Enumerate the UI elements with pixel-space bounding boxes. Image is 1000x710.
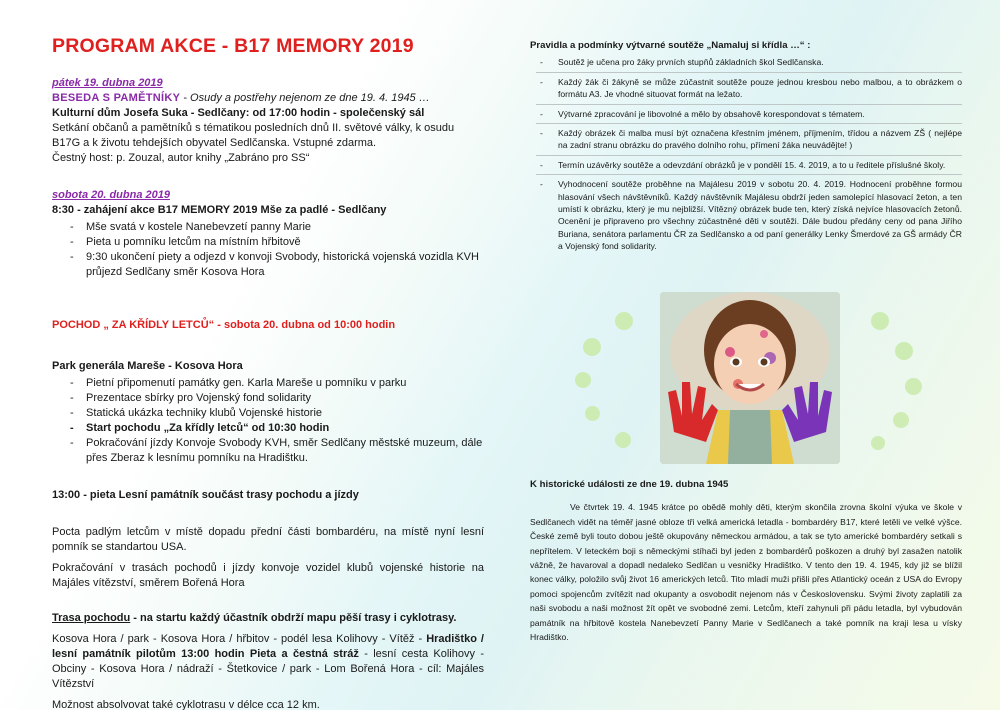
rule-item: - Každý žák či žákyně se může zúčastnit soutěže pouze jednou kresbou nebo malbou, a to obrázkem o formátu A3. Je vhodné situovat formát na ležato. — [536, 76, 962, 105]
rule-item: - Vyhodnocení soutěže proběhne na Majálesu 2019 v sobotu 20. 4. 2019. Hodnocení proběhne formou hlasování všech návštěvníků. Každý návštěvník Majálesu obdrží jeden samolepící hlasovací žeton, a ten umístí k obrázku, který je mu nejbližší. Vítězný obrázek bude ten, který získá nejvíce hlasovacích žetonů. Ocenění je připraveno pro všechny zúčastněné děti v soutěži. Dále budou předány ceny od pana Jiřího Buriana, senátora parlamentu ČR za Sedlčansko a od paní generálky Lenky Šmerdové za GŠ armády ČR a Vojenský fond solidarity. — [536, 178, 962, 255]
decor-dot — [583, 338, 601, 356]
park-title: Park generála Mareše - Kosova Hora — [52, 360, 243, 372]
page-title: PROGRAM AKCE - B17 MEMORY 2019 — [52, 35, 414, 57]
list-item: - 9:30 ukončení piety a odjezd v konvoji Svobody, historická vojenská vozidla KVH průjezd Sedlčany směr Kosova Hora — [70, 250, 484, 280]
decor-dot — [585, 406, 600, 421]
march-heading — [52, 318, 484, 333]
left-column — [52, 34, 484, 710]
list-item: - Pieta u pomníku letcům na místním hřbitově — [70, 235, 484, 250]
beseda-line — [52, 91, 484, 106]
rule-item: - Výtvarné zpracování je libovolné a mělo by obsahově korespondovat s tématem. — [536, 108, 962, 124]
friday-date: pátek 19. dubna 2019 — [52, 77, 163, 89]
list-item: - Mše svatá v kostele Nanebevzetí panny Marie — [70, 220, 484, 235]
route-text — [52, 632, 484, 692]
beseda-desc: - Osudy a postřehy nejenom ze dne 19. 4. 1945 … — [180, 92, 430, 104]
route-title-underlined: Trasa pochodu — [52, 612, 131, 624]
child-illustration — [660, 292, 840, 464]
contest-rules — [530, 56, 962, 255]
decor-dot — [575, 372, 591, 388]
rule-item: - Každý obrázek či malba musí být označena křestním jménem, příjmením, třídou a názvem ZŠ ( nejlépe na zadní stranu obrázku do pravého dolního rohu, přímení žáka neuvádějte! ) — [536, 127, 962, 156]
saturday-list — [52, 220, 484, 280]
route-title-rest: - na startu každý účastník obdrží mapu pěší trasy i cyklotrasy. — [130, 612, 457, 624]
bike-note: Možnost absolvovat také cyklotrasu v délce cca 12 km. — [52, 699, 320, 710]
decor-dot — [615, 312, 633, 330]
child-photo — [660, 292, 840, 464]
list-item: - Prezentace sbírky pro Vojenský fond solidarity — [70, 391, 484, 406]
history-text: Ve čtvrtek 19. 4. 1945 krátce po obědě mohly děti, kterým skončila zrovna školní výuka ve škole v Sedlčanech vidět na téměř jasné obloze tři velká americká letadla - bombardéry B17, které letěli ve velké výšce. České země byli touto dobou ještě okupovány německou armádou, a tak se tyto americké bombardéry setkali s nepřítelem. V leteckém boji s německými stíhači byl jeden z bombardérů poškozen a druhý byl zasažen natolik vážně, že havaroval a dopadl nedaleko Sedlčan u vesničky Hradištko. V tento den 19. 4. 1945, kdy již se blížil konec války, položilo svůj život 16 amerických letců. Tito mladí muži přišli přes Atlantický oceán z USA do Evropy pomoci spojencům zvítězit nad okupanty a osvobodit nejenom nás v Československu. Svými životy zaplatili za naši svobodu a naši možnost žít opět ve svobodné zemi. Letcům, kteří zahynuli při pádu letadla, byl vybudován památník na hřbitově kostela Nanebevzetí Panny Marie v Sedlčanech a také pomník na kraji lesa u vísky Hradištko. — [530, 502, 962, 643]
route-part-a: Kosova Hora / park - Kosova Hora / hřbitov - podél lesa Kolihovy - Vítěž - — [52, 633, 427, 645]
pieta-p2: Pokračování v trasách pochodů i jízdy konvoje vozidel klubů vojenské historie na Majáles vítězství, směrem Bořená Hora — [52, 562, 484, 589]
rule-item: - Termín uzávěrky soutěže a odevzdání obrázků je v pondělí 15. 4. 2019, a to u ředitele příslušné školy. — [536, 159, 962, 175]
pieta-p1: Pocta padlým letcům v místě dopadu přední části bombardéru, na místě nyní lesní pomník se standartou USA. — [52, 526, 484, 553]
route-part-b: Hradištko / lesní památník pilotům 13:00 hodin Pieta a čestná stráž — [52, 633, 484, 660]
decor-dot — [871, 436, 885, 450]
right-column — [530, 40, 962, 259]
rule-item: - Soutěž je učena pro žáky prvních stupňů základních škol Sedlčanska. — [536, 56, 962, 72]
history-title: K historické události ze dne 19. dubna 1945 — [530, 479, 729, 490]
march-heading-time: - sobota 20. dubna od 10:00 hodin — [214, 319, 396, 331]
saturday-section — [52, 188, 484, 280]
list-item: - Statická ukázka techniky klubů Vojenské historie — [70, 406, 484, 421]
list-item: - Start pochodu „Za křídly letců“ od 10:30 hodin — [70, 421, 484, 436]
park-list — [52, 376, 484, 466]
beseda-label: BESEDA S PAMĚTNÍKY — [52, 92, 181, 104]
saturday-opening: 8:30 - zahájení akce B17 MEMORY 2019 Mše za padlé - Sedlčany — [52, 204, 387, 216]
saturday-date: sobota 20. dubna 2019 — [52, 189, 170, 201]
friday-venue: Kulturní dům Josefa Suka - Sedlčany: od 17:00 hodin - společenský sál — [52, 107, 425, 119]
list-item: - Pietní připomenutí památky gen. Karla Mareše u pomníku v parku — [70, 376, 484, 391]
friday-text: Setkání občanů a pamětníků s tématikou posledních dnů II. světové války, k osudu B17G a k životu tehdejších obyvatel Sedlčanska. Vstupné zdarma. — [52, 122, 455, 149]
decor-dot — [895, 342, 913, 360]
decor-dot — [615, 432, 631, 448]
photo-area — [575, 292, 935, 464]
friday-section — [52, 76, 484, 166]
march-heading-title: POCHOD „ ZA KŘÍDLY LETCŮ“ — [52, 319, 215, 331]
pieta-title: 13:00 - pieta Lesní památník součást trasy pochodu a jízdy — [52, 489, 359, 501]
history-section — [530, 478, 962, 644]
route-part-c: - lesní cesta Kolihovy - Obciny - Kosova Hora / nádraží - Štetkovice / park - Lom Bořená Hora - cíl: Majáles Vítězství — [52, 648, 484, 690]
decor-dot — [905, 378, 922, 395]
list-item: - Pokračování jízdy Konvoje Svobody KVH, směr Sedlčany městské muzeum, dále přes Zberaz k lesnímu pomníku na Hradištku. — [70, 436, 484, 466]
friday-guest: Čestný host: p. Zouzal, autor knihy „Zabráno pro SS“ — [52, 152, 310, 164]
decor-dot — [893, 412, 909, 428]
route-title — [52, 611, 484, 626]
contest-title: Pravidla a podmínky výtvarné soutěže „Namaluj si křídla …“ : — [530, 40, 811, 51]
decor-dot — [871, 312, 889, 330]
park-section — [52, 359, 484, 466]
